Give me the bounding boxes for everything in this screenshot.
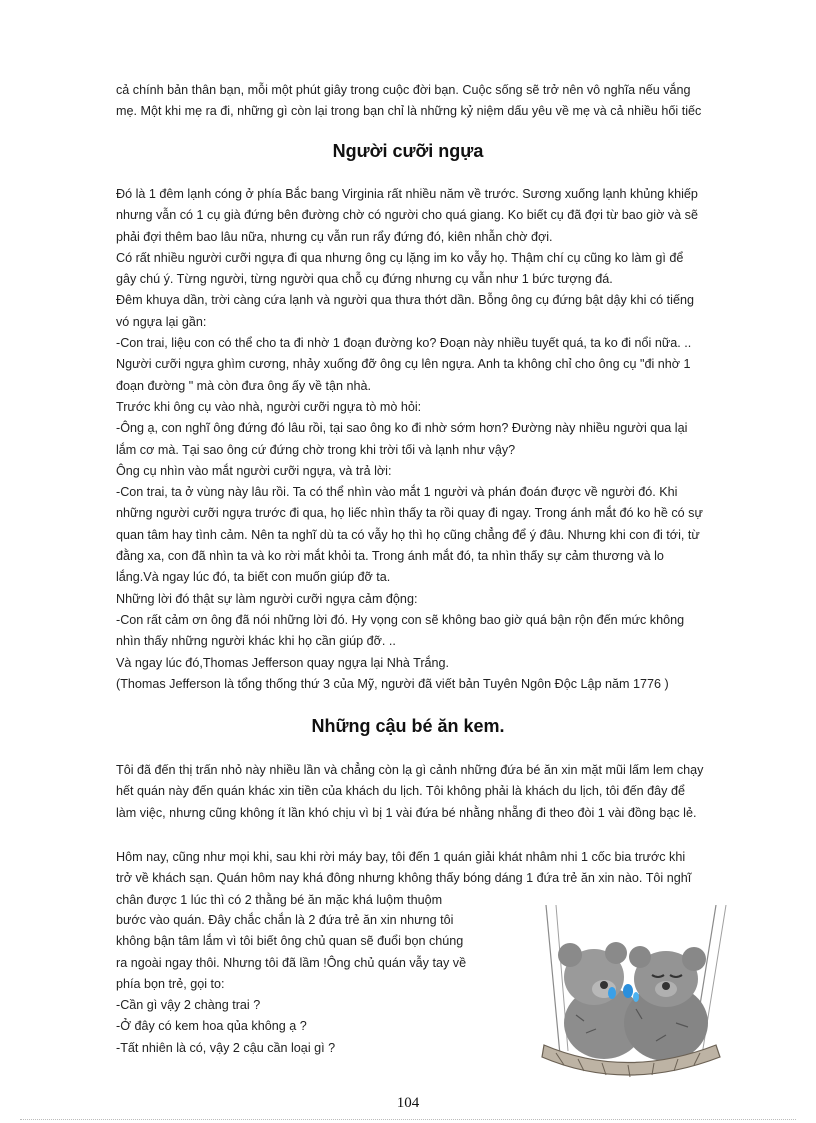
story-title-ice-cream-boys: Những cậu bé ăn kem. [311,716,505,736]
story2-paragraph-3 [116,910,506,1059]
text-line: hết quán này đến quán khác xin tiền của khách du lịch. Tôi không phải là khách du lịch, tôi đến đây để [116,784,685,799]
text-line: Đêm khuya dần, trời càng cứa lạnh và người qua thưa thớt dần. Bỗng ông cụ đứng bật dậy khi có tiếng [116,293,694,308]
text-line: Tôi đã đến thị trấn nhỏ này nhiều lần và chẳng còn lạ gì cảnh những đứa bé ăn xin mặt mũi lấm lem chạy [116,763,704,777]
text-line: nhưng vẫn có 1 cụ già đứng bên đường chờ có người cho quá giang. Ko biết cụ đã đợi từ bao giờ và sẽ [116,208,698,223]
text-line: đằng xa, con đã nhìn ta và ko rời mắt khỏi ta. Trong ánh mắt đó, ta nhìn thấy sự cảm thương và lo [116,549,664,564]
story-title-horseman: Người cưỡi ngựa [332,141,484,161]
text-line: ra ngoài ngay thôi. Nhưng tôi đã lầm !Ông chủ quán vẫy tay về [116,955,467,970]
text-line: Người cưỡi ngựa ghìm cương, nhảy xuống đỡ ông cụ lên ngựa. Anh ta không chỉ cho ông cụ "đi nhờ 1 [116,357,691,372]
text-line: Những lời đó thật sự làm người cưỡi ngựa cảm động: [116,591,418,606]
text-line: gây chú ý. Từng người, từng người qua chỗ cụ đứng nhưng cụ vẫn như 1 bức tượng đá. [116,272,613,287]
text-line: -Con rất cảm ơn ông đã nói những lời đó. Hy vọng con sẽ không bao giờ quá bận rộn đến mức không [116,612,685,627]
dialogue-line: -Tất nhiên là có, vậy 2 cậu cần loại gì ? [116,1040,336,1055]
dialogue-line: -Cần gì vậy 2 chàng trai ? [116,998,261,1013]
text-line: đoạn đường " mà còn đưa ông ấy về tận nhà. [116,378,372,393]
story-body-horseman [116,184,766,695]
text-line: lắng.Và ngay lúc đó, ta biết con muốn giúp đỡ ta. [116,570,391,585]
text-line: làm việc, nhưng cũng không ít lần khó chịu vì bị 1 vài đứa bé nhằng nhẵng đi theo đòi 1 vài đồng bạc lẻ. [116,805,697,820]
text-line: nhìn thấy những người khác khi họ cần giúp đỡ. .. [116,634,396,649]
intro-paragraph [116,80,766,123]
text-line: vó ngựa lại gần: [116,314,207,329]
text-line: mẹ. Một khi mẹ ra đi, những gì còn lại trong bạn chỉ là những kỷ niệm dấu yêu về mẹ và cả nhiều hối tiếc [116,104,702,119]
text-line: phía bọn trẻ, gọi to: [116,976,225,991]
text-line: những người cưỡi ngựa trước đi qua, họ liếc nhìn thấy ta rồi quay đi ngay. Trong ánh mắt đó ko hề có sự [116,506,703,521]
text-line: Ông cụ nhìn vào mắt người cưỡi ngựa, và trả lời: [116,463,392,478]
text-line: cả chính bản thân bạn, mỗi một phút giây trong cuộc đời bạn. Cuộc sống sẽ trở nên vô nghĩa nếu vắng [116,83,691,97]
text-line: lắm cơ mà. Tại sao ông cứ đứng chờ trong khi trời tối và lạnh như vậy? [116,442,516,457]
text-line: Có rất nhiều người cưỡi ngựa đi qua nhưng ông cụ lặng im ko vẫy họ. Thậm chí cụ cũng ko làm gì để [116,250,684,265]
text-line: -Con trai, liệu con có thể cho ta đi nhờ 1 đoạn đường ko? Đoạn này nhiều tuyết quá, ta ko đi nổi nữa. .. [116,336,692,351]
text-line: quan tâm hay tình cảm. Nên ta nghĩ dù ta có vẫy họ thì họ cũng chẳng để ý đâu. Nhưng khi con đi tới, từ [116,527,700,542]
text-line: -Con trai, ta ở vùng này lâu rồi. Ta có thể nhìn vào mắt 1 người và phán đoán được về người đó. Khi [116,485,678,500]
text-line: Trước khi ông cụ vào nhà, người cưỡi ngựa tò mò hỏi: [116,399,422,414]
text-line: bước vào quán. Đây chắc chắn là 2 đứa trẻ ăn xin nhưng tôi [116,913,454,927]
footer-divider [20,1119,796,1120]
text-line: -Ông ạ, con nghĩ ông đứng đó lâu rồi, tại sao ông ko đi nhờ sớm hơn? Đường này nhiều người qua lại [116,421,688,436]
text-line: Hôm nay, cũng như mọi khi, sau khi rời máy bay, tôi đến 1 quán giải khát nhâm nhi 1 cốc bia trước khi [116,850,686,864]
text-line: phải đợi thêm bao lâu nữa, nhưng cụ vẫn run rẩy đứng đó, kiên nhẫn chờ đợi. [116,229,553,244]
page-number: 104 [396,1095,420,1111]
dialogue-line: -Ở đây có kem hoa qủa không ạ ? [116,1019,307,1034]
text-line: Và ngay lúc đó,Thomas Jefferson quay ngựa lại Nhà Trắng. [116,655,450,670]
teddy-bears-swing-illustration [516,905,746,1085]
text-line: trở về khách sạn. Quán hôm nay khá đông nhưng không thấy bóng dáng 1 đứa trẻ ăn xin nào. Tôi nghĩ [116,871,692,886]
story2-paragraph-2 [116,847,766,911]
text-line: (Thomas Jefferson là tổng thống thứ 3 của Mỹ, người đã viết bản Tuyên Ngôn Độc Lập năm 1776 ) [116,676,669,691]
story2-paragraph-1 [116,760,766,824]
text-line: không bận tâm lắm vì tôi biết ông chủ quan sẽ đuổi bọn chúng [116,934,464,949]
text-line: Đó là 1 đêm lạnh cóng ở phía Bắc bang Virginia rất nhiều năm về trước. Sương xuống lạnh khủng khiếp [116,187,698,201]
text-line: chân được 1 lúc thì có 2 thằng bé ăn mặc khá luộm thuộm [116,892,443,907]
